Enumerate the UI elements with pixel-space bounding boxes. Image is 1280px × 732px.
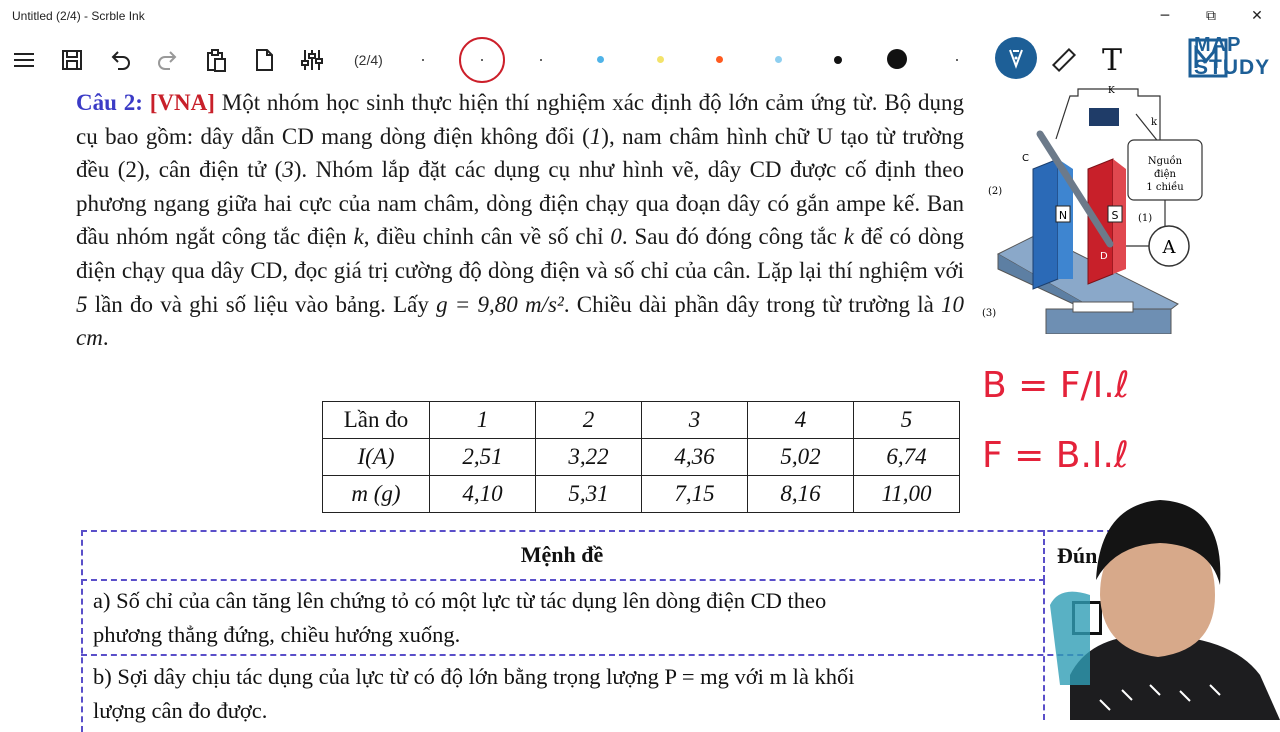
text-tool-button[interactable] [1096, 42, 1128, 78]
redo-button[interactable] [152, 42, 184, 78]
table-cell: 8,16 [748, 476, 854, 513]
table-header-cell: 4 [748, 402, 854, 439]
color-swatch-orange[interactable] [716, 56, 723, 63]
experiment-diagram [978, 84, 1208, 334]
table-header-cell: 1 [430, 402, 536, 439]
save-icon [59, 47, 85, 73]
pen-size-dot [481, 59, 483, 61]
table-cell: 7,15 [642, 476, 748, 513]
maximize-button[interactable]: ⧉ [1206, 8, 1216, 24]
pen-size-dot[interactable] [956, 59, 958, 61]
source-label: điện [1154, 169, 1176, 180]
color-swatch-black[interactable] [834, 56, 842, 64]
statement-a-line: phương thẳng đứng, chiều hướng xuống. [93, 622, 461, 647]
redo-icon [155, 47, 181, 73]
label-c: C [1022, 153, 1029, 164]
label-1: (1) [1138, 213, 1153, 224]
question-label: Câu 2: [76, 90, 143, 115]
label-d: D [1100, 251, 1108, 262]
table-row [323, 439, 960, 476]
save-button[interactable] [56, 42, 88, 78]
question-text-part: , điều chỉnh cân về số chỉ [363, 224, 611, 250]
question-italic: 1 [589, 123, 602, 149]
question-text-part: Một nhóm học sinh thực hiện thí nghiệm xác định độ lớn cảm ứng từ. Bộ dụng cụ bao gồm: dây dẫn CD mang dòng điện không đổi ( [76, 90, 965, 149]
pen-size-dot[interactable] [422, 59, 424, 61]
question-text-part: . [102, 325, 109, 351]
table-header-cell: 5 [854, 402, 960, 439]
statement-a [93, 584, 1033, 652]
north-pole-label: N [1058, 209, 1068, 222]
label-k: k [1151, 117, 1158, 128]
paste-button[interactable] [200, 42, 232, 78]
question-italic: k [843, 224, 855, 250]
table-cell: 2,51 [430, 439, 536, 476]
settings-button[interactable] [296, 42, 328, 78]
table-cell: 6,74 [854, 439, 960, 476]
question-tag: [VNA] [149, 90, 215, 115]
hamburger-icon [11, 47, 37, 73]
question-italic: g = 9,80 m/s² [436, 291, 564, 317]
text-icon: T [1101, 42, 1122, 78]
question-text-part: ). Nhóm lắp đặt các dụng cụ như hình vẽ, dây CD được cố định theo phương ngang giữa hai cực của nam châm, dòng điện chạy qua đoạn dây có gắn ampe kế. Ban đầu nhóm ngắt công tắc điện [76, 157, 964, 250]
page-icon [251, 47, 277, 73]
question-italic: k [353, 224, 364, 250]
question-text [76, 86, 964, 355]
color-swatch-yellow[interactable] [657, 56, 664, 63]
presenter-webcam [1030, 485, 1280, 720]
statement-b-line: lượng cân đo được. [93, 698, 268, 723]
table-row-label: I(A) [323, 439, 430, 476]
resistor [1089, 108, 1119, 126]
clipboard-icon [203, 47, 229, 73]
table-cell: 3,22 [536, 439, 642, 476]
question-italic: 5 [76, 291, 88, 317]
ruler-button[interactable] [1048, 42, 1080, 78]
question-text-part: ), nam châm hình chữ U tạo từ trường đều (2), cân điện tử ( [76, 123, 965, 183]
question-text-part: . Chiều dài phần dây trong từ trường là [563, 291, 942, 317]
table-row [323, 476, 960, 513]
title-bar [0, 0, 1280, 32]
pen-tool-button[interactable] [995, 37, 1037, 79]
data-table [322, 401, 960, 513]
toolbar [0, 32, 1280, 88]
color-swatch-light-blue[interactable] [775, 56, 782, 63]
window-title: Untitled (2/4) - Scrble Ink [12, 9, 145, 23]
question-text-part: lần đo và ghi số liệu vào bảng. Lấy [87, 291, 437, 317]
table-header-cell: 3 [642, 402, 748, 439]
label-k-top: K [1108, 86, 1115, 96]
color-swatch-blue[interactable] [597, 56, 604, 63]
question-italic: 0 [610, 224, 622, 250]
question-italic: 10 cm [76, 291, 965, 351]
formula-f: F = B.I.ℓ [982, 435, 1129, 476]
source-label: 1 chiều [1146, 182, 1184, 193]
statement-header: Mệnh đề [81, 530, 1045, 581]
source-label: Nguồn [1147, 156, 1183, 167]
page-indicator[interactable]: (2/4) [354, 52, 383, 68]
question-text-part: để có dòng điện chạy qua dây CD, đọc giá trị cường độ dòng điện và số chỉ của cân. Lặp lại thí nghiệm với [76, 224, 965, 283]
logo-text-study: STUDY [1194, 56, 1271, 79]
label-2: (2) [988, 186, 1003, 197]
pen-icon [1004, 46, 1028, 70]
table-header-cell: Lần đo [323, 402, 430, 439]
minimize-button[interactable]: ─ [1160, 8, 1170, 24]
label-3: (3) [982, 308, 997, 319]
pen-size-dot[interactable] [540, 59, 542, 61]
table-row-label: m (g) [323, 476, 430, 513]
undo-icon [107, 47, 133, 73]
handwritten-formulas [978, 345, 1178, 485]
table-cell: 11,00 [854, 476, 960, 513]
logo-text-map: MAP [1194, 34, 1242, 56]
question-italic: 3 [282, 157, 294, 183]
table-cell: 4,10 [430, 476, 536, 513]
south-pole-label: S [1111, 209, 1119, 222]
table-row [323, 402, 960, 439]
close-button[interactable]: ✕ [1251, 8, 1263, 24]
formula-b: B = F/I.ℓ [982, 365, 1130, 406]
row-divider [81, 654, 1143, 656]
table-cell: 5,02 [748, 439, 854, 476]
undo-button[interactable] [104, 42, 136, 78]
pen-size-large[interactable] [887, 49, 907, 69]
table-header-cell: 2 [536, 402, 642, 439]
new-page-button[interactable] [248, 42, 280, 78]
table-cell: 4,36 [642, 439, 748, 476]
menu-button[interactable] [8, 42, 40, 78]
statement-a-line: a) Số chỉ của cân tăng lên chứng tỏ có một lực từ tác dụng lên dòng điện CD theo [93, 588, 827, 613]
ruler-icon [1051, 47, 1077, 73]
statement-b-line: b) Sợi dây chịu tác dụng của lực từ có độ lớn bằng trọng lượng P = mg với m là khối [93, 664, 855, 689]
ammeter-label: A [1162, 237, 1176, 258]
table-cell: 5,31 [536, 476, 642, 513]
sliders-icon [299, 47, 325, 73]
true-column-header: Đún [1057, 543, 1098, 568]
statement-b [93, 660, 1033, 728]
question-text-part: . Sau đó đóng công tắc [621, 224, 844, 250]
